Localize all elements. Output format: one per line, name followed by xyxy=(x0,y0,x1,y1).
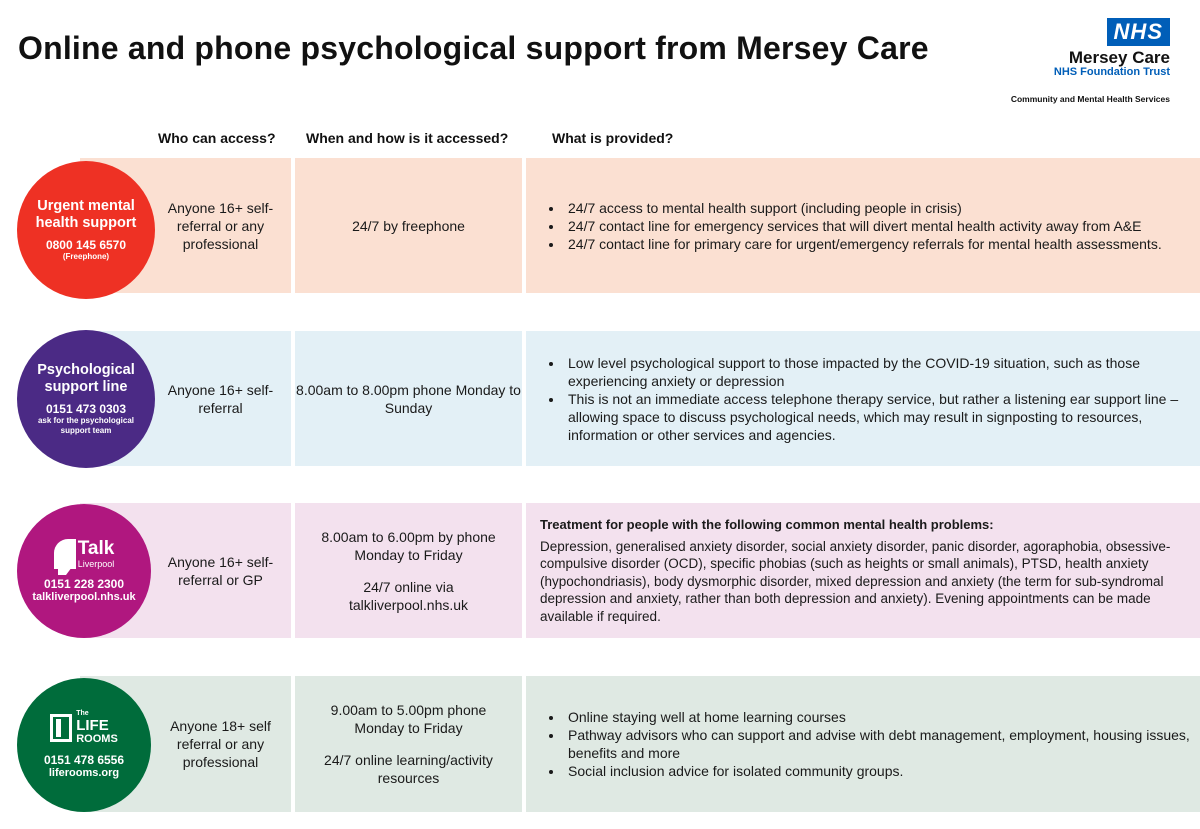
psych-badge xyxy=(17,330,155,468)
who-cell: Anyone 16+ self-referral or GP xyxy=(80,503,291,638)
service-phone: 0151 478 6556 xyxy=(43,753,125,767)
door-icon xyxy=(50,714,72,742)
list-item: • Social inclusion advice for isolated community groups. xyxy=(564,762,1190,780)
when-phone: 8.00am to 6.00pm by phone Monday to Friday xyxy=(321,528,496,563)
talk-sub: Liverpool xyxy=(77,559,115,569)
service-row-urgent xyxy=(0,158,1200,293)
service-name: Psychological support line xyxy=(37,362,135,395)
service-row-psych xyxy=(0,331,1200,466)
talk-word: Talk xyxy=(77,538,115,559)
list-item: • Online staying well at home learning courses xyxy=(564,708,1190,726)
what-cell xyxy=(526,158,1200,293)
liferooms-word: The LIFE ROOMS xyxy=(76,710,118,745)
when-online: 24/7 online via talkliverpool.nhs.uk xyxy=(348,578,469,613)
points-list xyxy=(540,354,1190,444)
service-note: (Freephone) xyxy=(62,252,110,261)
service-site: talkliverpool.nhs.uk xyxy=(32,591,136,603)
what-cell xyxy=(526,676,1200,812)
who-cell: Anyone 16+ self-referral or any professional xyxy=(80,158,291,293)
nhs-logo xyxy=(1054,18,1170,78)
liferooms-logo xyxy=(50,710,118,745)
when-cell: 24/7 by freephone xyxy=(295,158,522,293)
treatment-title: Treatment for people with the following common mental health problems: xyxy=(540,516,994,532)
list-item: • 24/7 contact line for emergency services that will divert mental health activity away from A&E xyxy=(564,217,1162,235)
urgent-badge xyxy=(17,161,155,299)
dept-name: Community and Mental Health Services xyxy=(1010,94,1170,104)
service-phone: 0800 145 6570 xyxy=(45,238,127,252)
who-cell: Anyone 16+ self-referral xyxy=(80,331,291,466)
treatment-body: Depression, generalised anxiety disorder, social anxiety disorder, panic disorder, agoraphobia, obsessive-compulsive disorder (OCD), specific phobias (such as heights or small animals), PTSD, health anxiety (hypochondriasis), body dysmorphic disorder, mixed depression and anxiety (the term for sub-syndromal depression and anxiety, rather than both depression and anxiety). Evening appointments can be made available if required. xyxy=(540,538,1171,624)
header-who: Who can access? xyxy=(158,130,276,146)
org-name: Mersey Care xyxy=(1068,48,1170,67)
list-item: • 24/7 contact line for primary care for urgent/emergency referrals for mental health assessments. xyxy=(564,235,1162,253)
when-cell xyxy=(295,503,522,638)
service-phone: 0151 473 0303 xyxy=(45,402,127,416)
nhs-logo-box: NHS xyxy=(1107,18,1170,46)
header-when: When and how is it accessed? xyxy=(306,130,509,146)
when-phone: 9.00am to 5.00pm phone Monday to Friday xyxy=(330,702,487,736)
trust-name: NHS Foundation Trust xyxy=(1053,66,1170,78)
page-title: Online and phone psychological support from Mersey Care xyxy=(18,30,929,66)
what-cell xyxy=(526,503,1200,638)
points-list xyxy=(540,199,1162,253)
service-row-talk xyxy=(0,503,1200,638)
talk-badge xyxy=(17,504,151,638)
when-cell: 8.00am to 8.00pm phone Monday to Sunday xyxy=(295,331,522,466)
talk-logo xyxy=(54,538,115,569)
liferooms-badge xyxy=(17,678,151,812)
points-list xyxy=(540,708,1190,780)
list-item: • Pathway advisors who can support and advise with debt management, employment, housing issues, benefits and more xyxy=(564,726,1190,762)
service-name: Urgent mental health support xyxy=(35,198,137,231)
service-phone: 0151 228 2300 xyxy=(43,577,125,591)
speech-bubble-icon xyxy=(54,539,76,569)
when-online: 24/7 online learning/activity resources xyxy=(324,752,493,786)
list-item: • Low level psychological support to those impacted by the COVID-19 situation, such as those experiencing anxiety or depression xyxy=(564,354,1190,390)
service-note: ask for the psychological support team xyxy=(37,416,135,435)
service-row-liferooms xyxy=(0,676,1200,812)
who-cell: Anyone 18+ self referral or any professional xyxy=(80,676,291,812)
when-cell xyxy=(295,676,522,812)
service-site: liferooms.org xyxy=(48,767,120,779)
what-cell xyxy=(526,331,1200,466)
list-item: • 24/7 access to mental health support (including people in crisis) xyxy=(564,199,1162,217)
header-what: What is provided? xyxy=(552,130,674,146)
list-item: • This is not an immediate access telephone therapy service, but rather a listening ear support line – allowing space to discuss psychological needs, which may result in signposting to resources, information or other services and agencies. xyxy=(564,390,1190,444)
